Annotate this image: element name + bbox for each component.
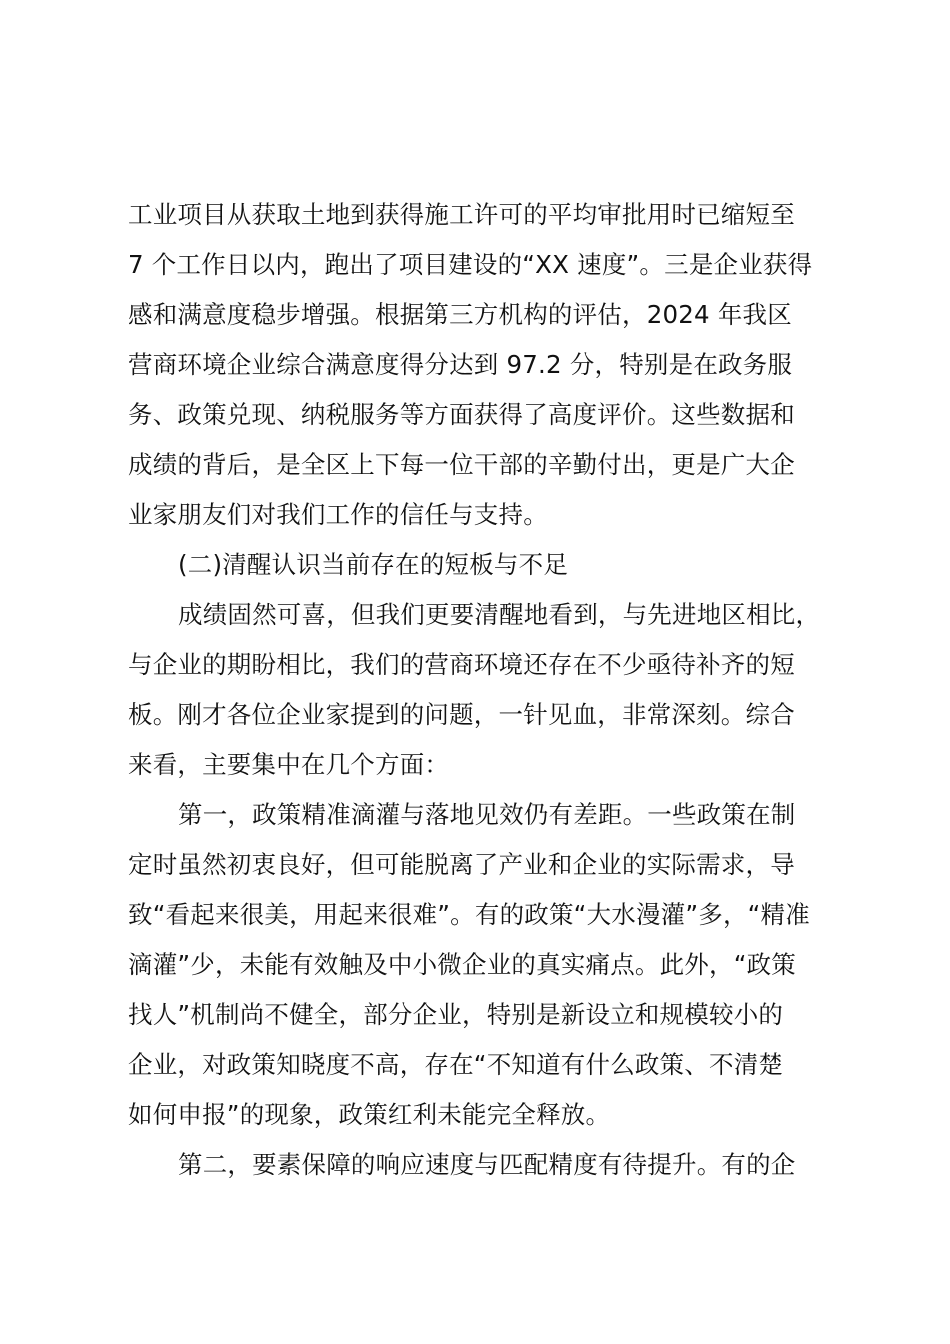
text-line: 务、政策兑现、纳税服务等方面获得了高度评价。这些数据和	[128, 400, 795, 429]
text-line: 滴灌”少，未能有效触及中小微企业的真实痛点。此外，“政策	[128, 950, 796, 979]
text-line: 第一，政策精准滴灌与落地见效仍有差距。一些政策在制	[178, 800, 796, 829]
text-line: 企业，对政策知晓度不高，存在“不知道有什么政策、不清楚	[128, 1050, 784, 1079]
section-heading: (二)清醒认识当前存在的短板与不足	[178, 550, 569, 579]
text-line: 7 个工作日以内，跑出了项目建设的“XX 速度”。三是企业获得	[128, 250, 813, 279]
text-line: 定时虽然初衷良好，但可能脱离了产业和企业的实际需求，导	[128, 850, 795, 879]
text-line: 成绩固然可喜，但我们更要清醒地看到，与先进地区相比，	[178, 600, 821, 629]
body-text	[128, 190, 868, 1190]
text-line: 来看，主要集中在几个方面：	[128, 750, 450, 779]
text-line: 与企业的期盼相比，我们的营商环境还存在不少亟待补齐的短	[128, 650, 795, 679]
text-line: 营商环境企业综合满意度得分达到 97.2 分，特别是在政务服	[128, 350, 793, 379]
text-line: 致“看起来很美，用起来很难”。有的政策“大水漫灌”多，“精准	[128, 900, 810, 929]
text-line: 第二，要素保障的响应速度与匹配精度有待提升。有的企	[178, 1150, 796, 1179]
text-line: 业家朋友们对我们工作的信任与支持。	[128, 500, 548, 529]
text-line: 找人”机制尚不健全，部分企业，特别是新设立和规模较小的	[128, 1000, 784, 1029]
text-line: 板。刚才各位企业家提到的问题，一针见血，非常深刻。综合	[128, 700, 795, 729]
text-line: 感和满意度稳步增强。根据第三方机构的评估，2024 年我区	[128, 300, 792, 329]
text-line: 工业项目从获取土地到获得施工许可的平均审批用时已缩短至	[128, 200, 795, 229]
text-line: 如何申报”的现象，政策红利未能完全释放。	[128, 1100, 611, 1129]
text-line: 成绩的背后，是全区上下每一位干部的辛勤付出，更是广大企	[128, 450, 795, 479]
